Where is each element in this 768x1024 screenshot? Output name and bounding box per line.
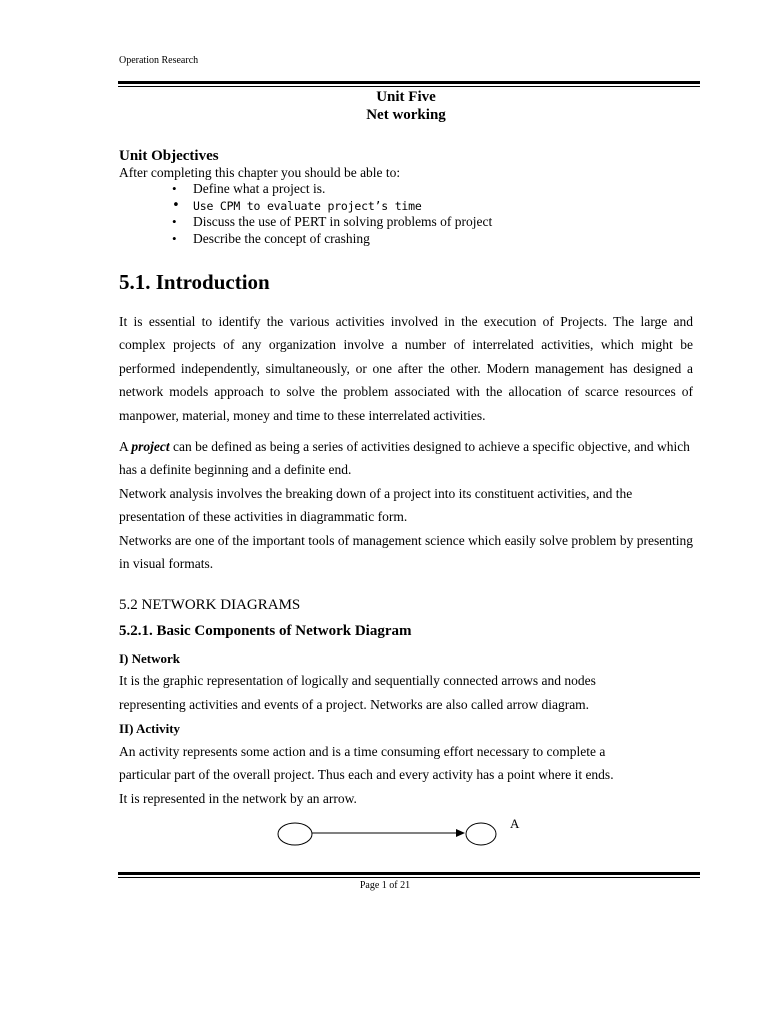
- unit-title-line1: Unit Five: [376, 89, 436, 105]
- introduction-heading: 5.1. Introduction: [119, 270, 270, 294]
- header-rule: [118, 81, 700, 87]
- basic-components-heading: 5.2.1. Basic Components of Network Diagram: [119, 623, 412, 639]
- networks-tools-text: Networks are one of the important tools of management science which easily solve problem by presenting in visual formats.: [119, 532, 693, 572]
- objective-item: • Define what a project is.: [172, 181, 492, 198]
- start-node: [278, 823, 312, 845]
- objectives-heading: Unit Objectives: [119, 148, 219, 164]
- network-analysis-text: Network analysis involves the breaking down of a project into its constituent activities, and the presentation of these activities in diagrammatic form.: [119, 485, 633, 525]
- objective-item: • Discuss the use of PERT in solving problems of project: [172, 214, 492, 231]
- end-node: [466, 823, 496, 845]
- network-def-line2: representing activities and events of a project. Networks are also called arrow diagram.: [119, 697, 590, 712]
- activity-def-line1: An activity represents some action and is a time consuming effort necessary to complete a: [119, 744, 606, 759]
- running-header: Operation Research: [119, 55, 199, 66]
- objective-item: • Describe the concept of crashing: [172, 231, 492, 248]
- project-definition-rest: can be defined as being a series of activities designed to achieve a specific objective, and which has a definite beginning and a definite end.: [119, 439, 690, 478]
- unit-title-line2: Net working: [366, 107, 446, 123]
- network-label: I) Network: [119, 651, 181, 666]
- project-term: project: [131, 439, 170, 454]
- activity-def-line3: It is represented in the network by an arrow.: [119, 791, 357, 806]
- objectives-intro: After completing this chapter you should be able to:: [119, 165, 401, 180]
- network-diagrams-heading: 5.2 NETWORK DIAGRAMS: [119, 597, 301, 613]
- project-definition-text: [119, 435, 693, 482]
- activity-label: II) Activity: [119, 721, 181, 736]
- project-definition: [119, 435, 693, 575]
- project-definition-prefix: A: [119, 439, 132, 454]
- introduction-paragraph-1: It is essential to identify the various activities involved in the execution of Projects. The large and complex projects of any organization involve a number of interrelated activities, which might be performed independently, simultaneously, or one after the other. Modern management has designed a network models approach to solve the problem associated with the allocation of scarce resources of manpower, material, money and time to these interrelated activities.: [119, 314, 693, 423]
- footer-rule: [118, 872, 700, 878]
- network-def-line1: It is the graphic representation of logically and sequentially connected arrows and nodes: [119, 673, 596, 688]
- unit-title: [0, 88, 768, 124]
- objective-item: • Use CPM to evaluate project’s time: [172, 198, 492, 215]
- activity-def-line2: particular part of the overall project. Thus each and every activity has a point where it ends.: [119, 767, 614, 782]
- activity-arrow-diagram: [270, 812, 530, 852]
- objectives-list: [172, 181, 492, 247]
- arrow-head: [456, 829, 465, 837]
- activity-label-a: A: [510, 816, 520, 831]
- page-number: Page 1 of 21: [359, 880, 411, 891]
